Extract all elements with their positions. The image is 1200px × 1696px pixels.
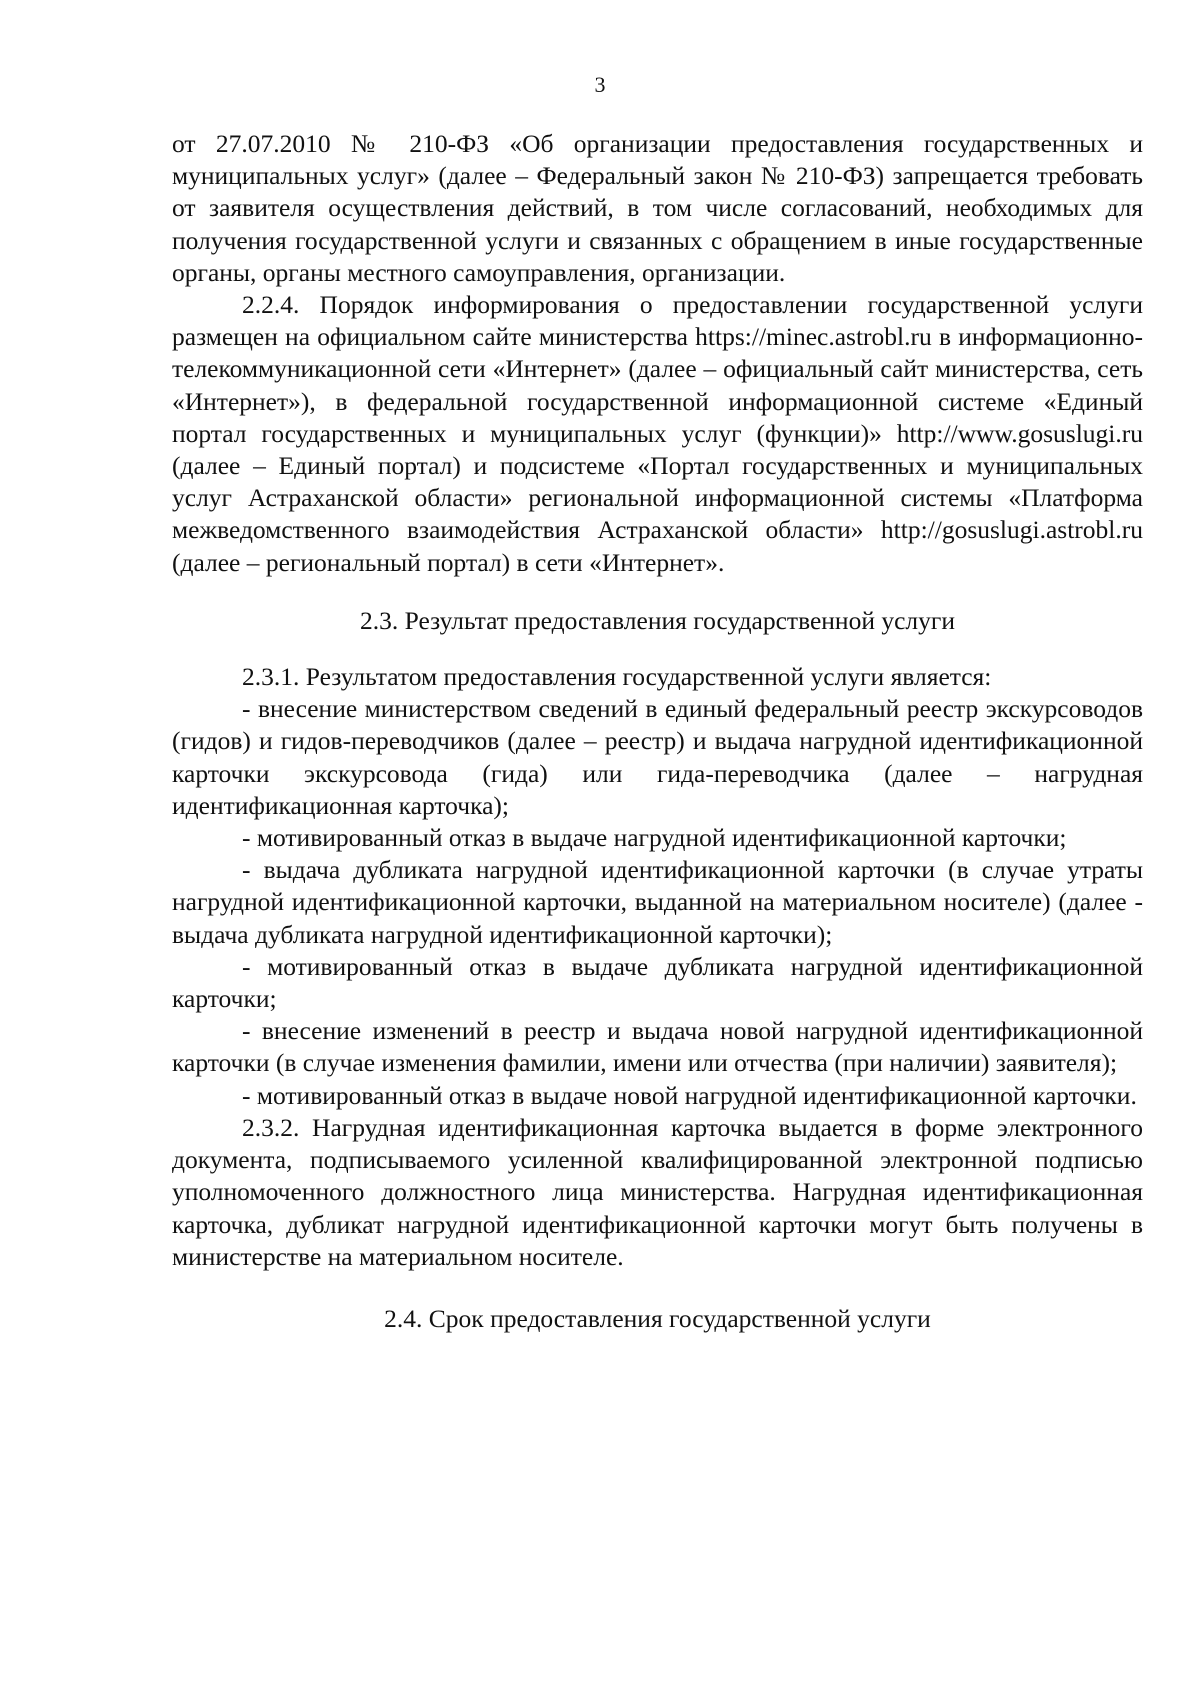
paragraph-law-reference: от 27.07.2010 № 210-ФЗ «Об организации предоставления государственных и муниципальных услуг» (далее – Федеральный закон № 210-ФЗ) запрещается требовать от заявителя осуществления действий, в том числе согласований, необходимых для получения государственной услуги и связанных с обращением в иные государственные органы, органы местного самоуправления, организации.	[172, 129, 1143, 287]
list-item-registry-change: - внесение изменений в реестр и выдача новой нагрудной идентификационной карточки (в случае изменения фамилии, имени или отчества (при наличии) заявителя);	[172, 1016, 1143, 1078]
list-item-duplicate-card: - выдача дубликата нагрудной идентификационной карточки (в случае утраты нагрудной идентификационной карточки, выданной на материальном носителе) (далее - выдача дубликата нагрудной идентификационной карточки);	[172, 855, 1143, 949]
paragraph-2-2-4: 2.2.4. Порядок информирования о предоставлении государственной услуги размещен на официальном сайте министерства https://minec.astrobl.ru в информационно-телекоммуникационной сети «Интернет» (далее – официальный сайт министерства, сеть «Интернет»), в федеральной государственной информационной системе «Единый портал государственных и муниципальных услуг (функции)» http://www.gosuslugi.ru (далее – Единый портал) и подсистеме «Портал государственных и муниципальных услуг Астраханской области» региональной информационной системы «Платформа межведомственного взаимодействия Астраханской области» http://gosuslugi.astrobl.ru (далее – региональный портал) в сети «Интернет».	[172, 290, 1143, 577]
paragraph-2-3-2: 2.3.2. Нагрудная идентификационная карточка выдается в форме электронного документа, подписываемого усиленной квалифицированной электронной подписью уполномоченного должностного лица министерства. Нагрудная идентификационная карточка, дубликат нагрудной идентификационной карточки могут быть получены в министерстве на материальном носителе.	[172, 1112, 1143, 1271]
document-body	[172, 128, 1143, 1335]
paragraph-2-3-1: 2.3.1. Результатом предоставления государственной услуги является:	[242, 662, 992, 692]
list-item-refusal-duplicate: - мотивированный отказ в выдаче дубликата нагрудной идентификационной карточки;	[172, 951, 1143, 1014]
section-heading-2-3: 2.3. Результат предоставления государственной услуги	[359, 605, 956, 635]
list-item-refusal-new-card: - мотивированный отказ в выдаче новой нагрудной идентификационной карточки.	[242, 1080, 1137, 1110]
page-number: 3	[594, 72, 606, 97]
list-item-registry-entry: - внесение министерством сведений в единый федеральный реестр экскурсоводов (гидов) и гидов-переводчиков (далее – реестр) и выдача нагрудной идентификационной карточки экскурсовода (гида) или гида-переводчика (далее – нагрудная идентификационная карточка);	[172, 694, 1143, 820]
section-heading-2-4: 2.4. Срок предоставления государственной услуги	[384, 1303, 931, 1333]
list-item-refusal-card: - мотивированный отказ в выдаче нагрудной идентификационной карточки;	[242, 823, 1067, 853]
